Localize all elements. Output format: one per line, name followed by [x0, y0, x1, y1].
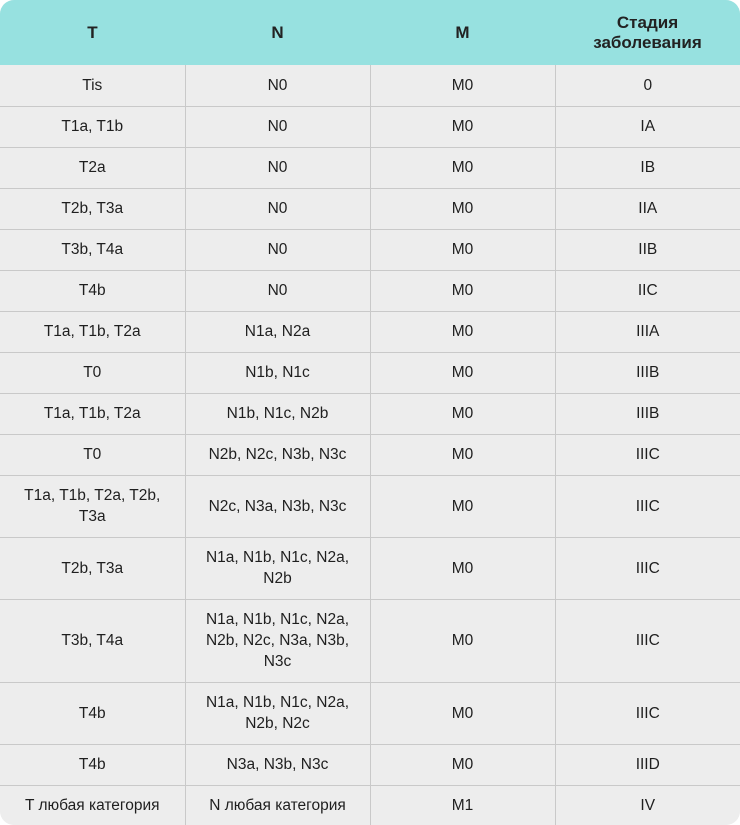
table-row: [0, 434, 740, 475]
cell-t: T4b: [0, 270, 185, 311]
header-m: M: [455, 22, 470, 42]
cell-n: N0: [185, 270, 370, 311]
cell-t: T2a: [0, 147, 185, 188]
cell-t: T0: [0, 434, 185, 475]
cell-stage: IIIC: [555, 537, 740, 599]
cell-t: T4b: [0, 744, 185, 785]
table-row: [0, 270, 740, 311]
cell-m: M0: [370, 537, 555, 599]
cell-t: T3b, T4a: [0, 229, 185, 270]
cell-m: M0: [370, 393, 555, 434]
cell-n: N0: [185, 147, 370, 188]
cell-m: M0: [370, 65, 555, 106]
cell-stage: IIC: [555, 270, 740, 311]
header-t: T: [87, 22, 98, 42]
cell-n: N1a, N1b, N1c, N2a, N2b, N2c, N3a, N3b, N3c: [185, 599, 370, 682]
cell-t: T4b: [0, 682, 185, 744]
cell-n: N0: [185, 106, 370, 147]
cell-m: M0: [370, 229, 555, 270]
cell-t: T2b, T3a: [0, 537, 185, 599]
cell-m: M0: [370, 352, 555, 393]
cell-stage: IB: [555, 147, 740, 188]
table-row: [0, 65, 740, 106]
table-row: [0, 188, 740, 229]
cell-m: M0: [370, 475, 555, 537]
cell-stage: IV: [555, 785, 740, 825]
header-n: N: [271, 22, 284, 42]
cell-stage: IIIC: [555, 475, 740, 537]
table-row: [0, 475, 740, 537]
table-row: [0, 147, 740, 188]
table-row: [0, 229, 740, 270]
table-row: [0, 106, 740, 147]
cell-m: M0: [370, 270, 555, 311]
table-row: [0, 599, 740, 682]
cell-m: M0: [370, 744, 555, 785]
table-row: [0, 785, 740, 825]
cell-n: N1b, N1c: [185, 352, 370, 393]
cell-stage: 0: [555, 65, 740, 106]
table-row: [0, 682, 740, 744]
cell-stage: IIB: [555, 229, 740, 270]
cell-t: T1a, T1b, T2a, T2b, T3a: [0, 475, 185, 537]
table-header-row: [0, 0, 740, 65]
cell-stage: IIIC: [555, 682, 740, 744]
cell-t: Tis: [0, 65, 185, 106]
cell-m: M0: [370, 311, 555, 352]
cell-n: N1a, N1b, N1c, N2a, N2b: [185, 537, 370, 599]
table-row: [0, 352, 740, 393]
cell-t: T любая категория: [0, 785, 185, 825]
cell-n: N2c, N3a, N3b, N3c: [185, 475, 370, 537]
cell-t: T2b, T3a: [0, 188, 185, 229]
cell-m: M0: [370, 682, 555, 744]
cell-stage: IIIC: [555, 599, 740, 682]
cell-m: M0: [370, 106, 555, 147]
cell-stage: IIIC: [555, 434, 740, 475]
cell-n: N1a, N2a: [185, 311, 370, 352]
cell-n: N1a, N1b, N1c, N2a, N2b, N2c: [185, 682, 370, 744]
cell-t: T1a, T1b, T2a: [0, 311, 185, 352]
cell-stage: IA: [555, 106, 740, 147]
cell-stage: IIA: [555, 188, 740, 229]
cell-m: M0: [370, 599, 555, 682]
cell-t: T3b, T4a: [0, 599, 185, 682]
cell-m: M1: [370, 785, 555, 825]
table-row: [0, 311, 740, 352]
cell-m: M0: [370, 147, 555, 188]
cell-t: T1a, T1b, T2a: [0, 393, 185, 434]
cell-n: N0: [185, 188, 370, 229]
cell-stage: IIIB: [555, 352, 740, 393]
cell-m: M0: [370, 434, 555, 475]
cell-n: N0: [185, 65, 370, 106]
cell-n: N0: [185, 229, 370, 270]
cell-stage: IIID: [555, 744, 740, 785]
cell-t: T1a, T1b: [0, 106, 185, 147]
cell-n: N1b, N1c, N2b: [185, 393, 370, 434]
table-row: [0, 537, 740, 599]
cell-n: N3a, N3b, N3c: [185, 744, 370, 785]
cell-n: N2b, N2c, N3b, N3c: [185, 434, 370, 475]
table-row: [0, 393, 740, 434]
cell-m: M0: [370, 188, 555, 229]
cell-n: N любая категория: [185, 785, 370, 825]
cell-stage: IIIB: [555, 393, 740, 434]
header-stage: Стадия заболевания: [593, 12, 702, 52]
table-row: [0, 744, 740, 785]
cell-stage: IIIA: [555, 311, 740, 352]
cell-t: T0: [0, 352, 185, 393]
